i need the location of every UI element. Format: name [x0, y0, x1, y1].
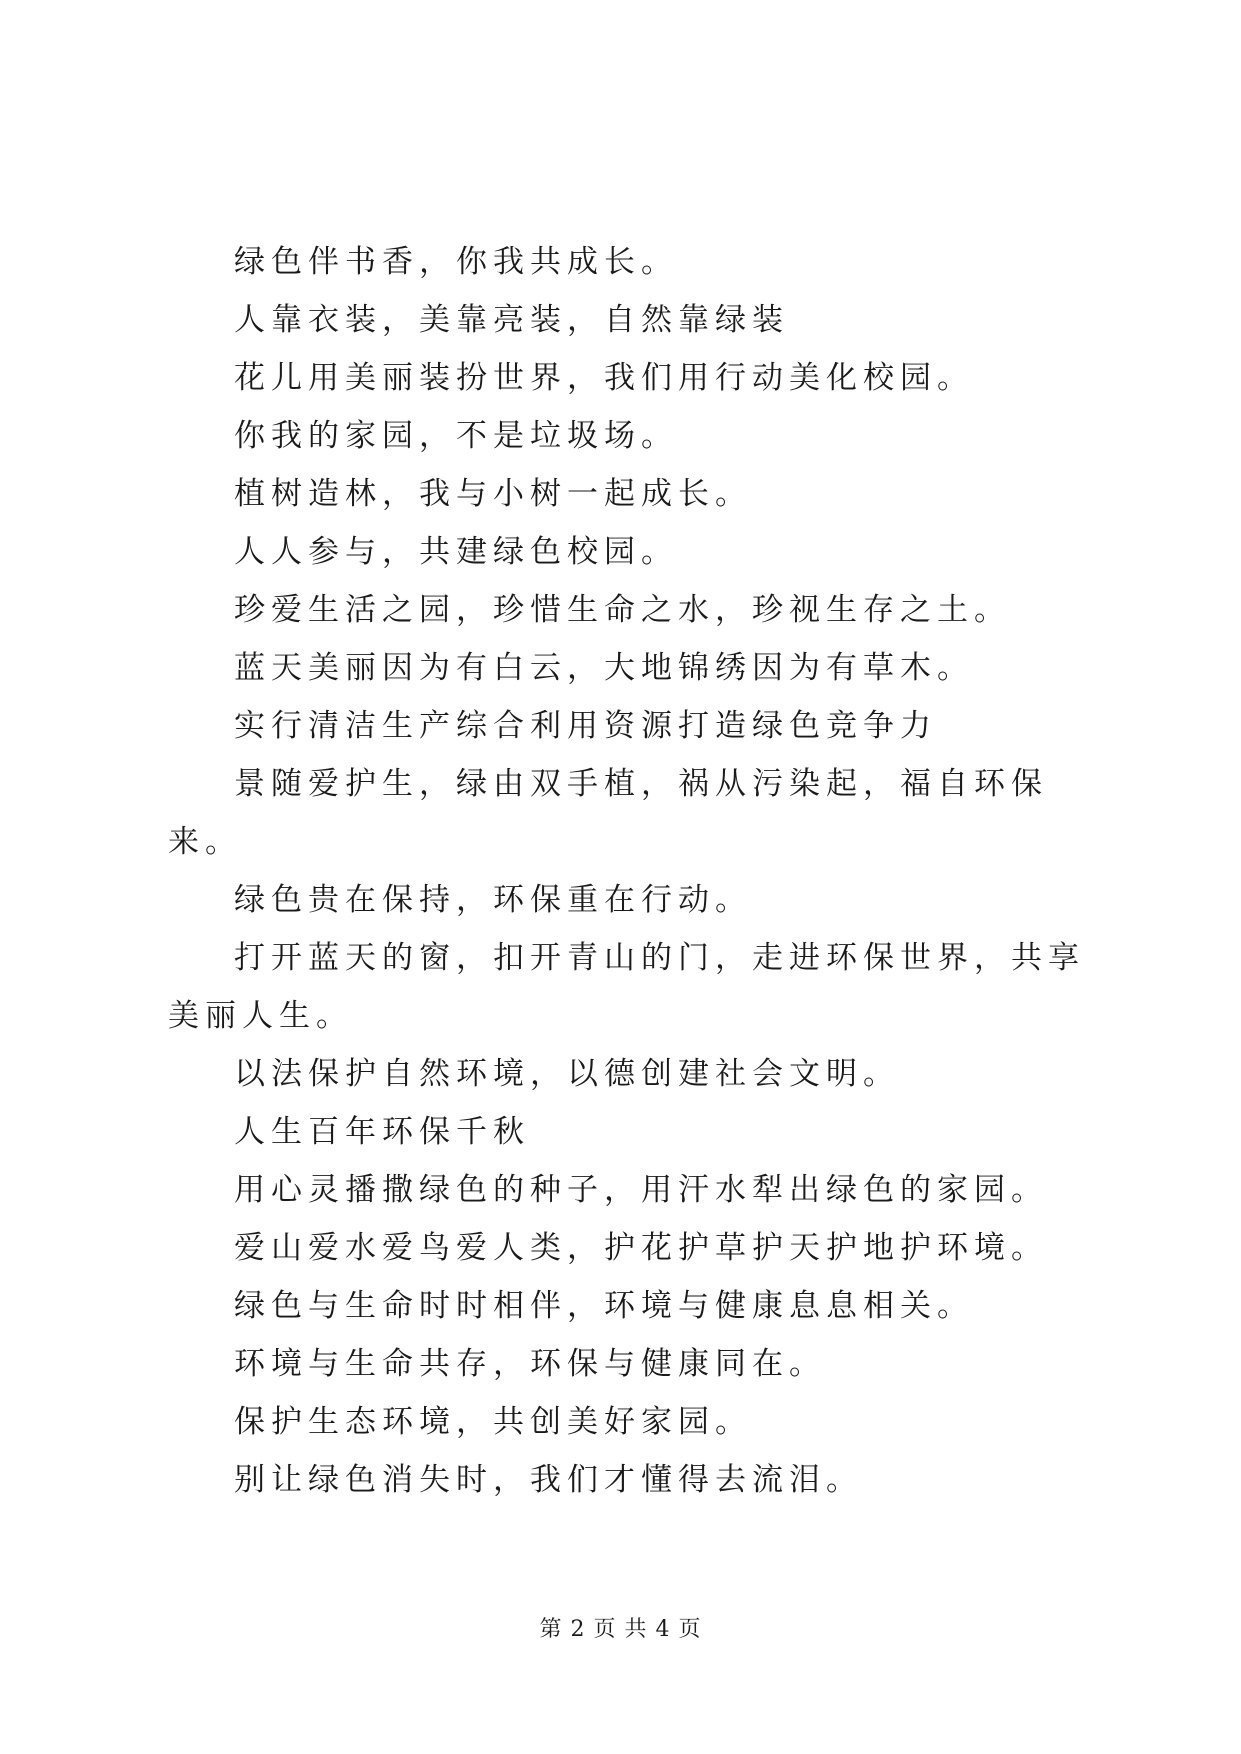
slogan-paragraph: 别让绿色消失时，我们才懂得去流泪。 [234, 1462, 863, 1498]
document-body [168, 233, 1088, 1509]
slogan-paragraph: 绿色贵在保持，环保重在行动。 [234, 882, 752, 918]
slogan-paragraph: 蓝天美丽因为有白云，大地锦绣因为有草木。 [234, 650, 974, 686]
slogan-paragraph: 实行清洁生产综合利用资源打造绿色竞争力 [234, 708, 937, 744]
slogan-paragraph: 人生百年环保千秋 [234, 1114, 530, 1150]
slogan-paragraph: 爱山爱水爱鸟爱人类，护花护草护天护地护环境。 [234, 1230, 1048, 1266]
slogan-paragraph: 人人参与，共建绿色校园。 [234, 534, 678, 570]
slogan-paragraph: 打开蓝天的窗，扣开青山的门，走进环保世界，共享美丽人生。 [168, 940, 1085, 1034]
slogan-paragraph: 以法保护自然环境，以德创建社会文明。 [234, 1056, 900, 1092]
slogan-paragraph: 保护生态环境，共创美好家园。 [234, 1404, 752, 1440]
slogan-paragraph: 用心灵播撒绿色的种子，用汗水犁出绿色的家园。 [234, 1172, 1048, 1208]
slogan-paragraph: 景随爱护生，绿由双手植，祸从污染起，福自环保来。 [168, 766, 1048, 860]
slogan-paragraph: 环境与生命共存，环保与健康同在。 [234, 1346, 826, 1382]
slogan-paragraph: 植树造林，我与小树一起成长。 [234, 476, 752, 512]
slogan-paragraph: 绿色伴书香，你我共成长。 [234, 244, 678, 280]
slogan-paragraph: 你我的家园，不是垃圾场。 [234, 418, 678, 454]
slogan-paragraph: 珍爱生活之园，珍惜生命之水，珍视生存之土。 [234, 592, 1011, 628]
slogan-paragraph: 花儿用美丽装扮世界，我们用行动美化校园。 [234, 360, 974, 396]
page-number-footer: 第 2 页 共 4 页 [539, 1617, 702, 1642]
slogan-paragraph: 绿色与生命时时相伴，环境与健康息息相关。 [234, 1288, 974, 1324]
slogan-paragraph: 人靠衣装，美靠亮装，自然靠绿装 [234, 302, 789, 338]
